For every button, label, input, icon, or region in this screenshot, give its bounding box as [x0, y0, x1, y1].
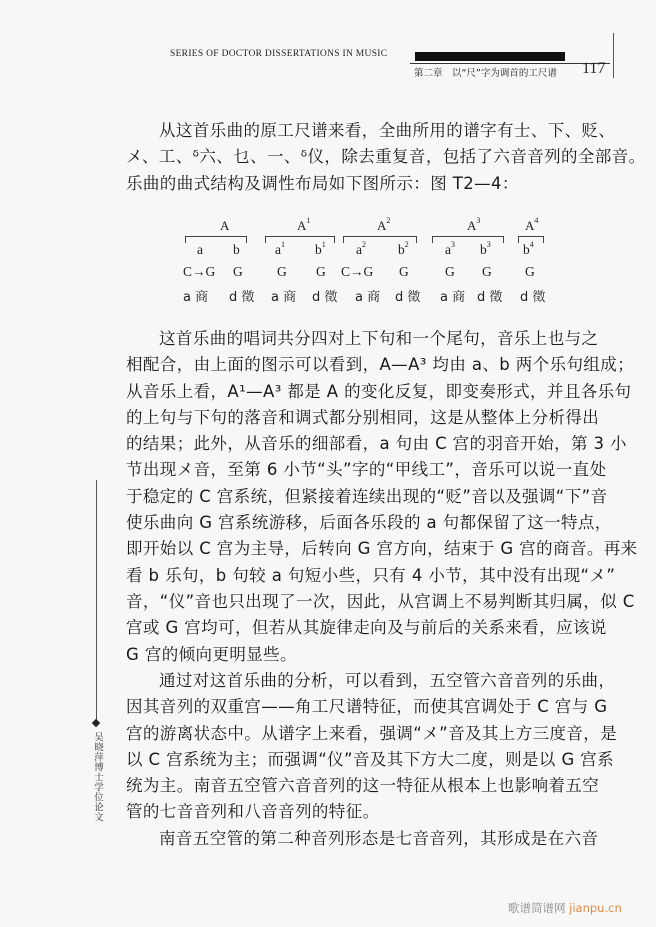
phrase-label: $a^1$ [275, 240, 285, 257]
paragraph-1 [126, 118, 646, 197]
section-label: $A^2$ [377, 216, 391, 233]
phrase-label: $a^2$ [356, 240, 366, 257]
paragraph-4 [126, 826, 638, 852]
header-rule [410, 63, 610, 64]
text-line: 管的七音音列和八音音列的特征。 [126, 802, 380, 822]
text-line: 相配合，由上面的图示可以看到，A—A³ 均由 a、b 两个乐句组成； [126, 355, 635, 375]
series-title: SERIES OF DOCTOR DISSERTATIONS IN MUSIC [170, 49, 388, 59]
text-line: 看 b 乐句，b 句较 a 句短小些，只有 4 小节，其中没有出现“メ” [126, 565, 616, 585]
text-line: 即开始以 C 宫为主导，后转向 G 宫方向，结束于 G 宫的商音。再来 [126, 539, 638, 559]
margin-vertical-rule [96, 480, 97, 720]
text-line: 因其音列的双重宫——角工尺谱特征，而使其宫调处于 C 宫与 G [126, 697, 608, 717]
chapter-title: 第二章 以“尺”字为调首的工尺谱 [414, 68, 557, 79]
section-label: $A^4$ [525, 216, 539, 233]
text-line: 统为主。南音五空管六音音列的这一特征从根本上也影响着五空 [126, 776, 600, 796]
text-line: G 宫的倾向更明显些。 [126, 644, 297, 664]
section-label: $A^1$ [297, 216, 311, 233]
diamond-icon [92, 719, 100, 727]
cadence-label: d 徵 [520, 290, 546, 305]
text-line: 从这首乐曲的原工尺谱来看，全曲所用的谱字有士、下、贬、 [159, 121, 616, 140]
key-label: C→G [183, 264, 216, 279]
paragraph-3 [126, 668, 638, 826]
phrase-label: $b^2$ [398, 240, 409, 257]
key-label: G [482, 264, 492, 279]
key-label: G [277, 264, 287, 279]
key-label: C→G [341, 264, 374, 279]
text-line: 宫或 G 宫均可，但若从其旋律走向及与前后的关系来看，应该说 [126, 618, 607, 638]
cadence-label: a 商 [440, 290, 466, 305]
cadence-label: d 徵 [477, 290, 503, 305]
text-line: 以 C 宫系统为主；而强调“仪”音及其下方大二度，则是以 G 宫系 [126, 749, 615, 769]
text-line: 宫的游离状态中。从谱字上来看，强调“メ”音及其上方三度音，是 [126, 723, 618, 743]
text-line: 的上句与下句的落音和调式都分别相同，这是从整体上分析得出 [126, 407, 600, 427]
section-label: A [220, 218, 230, 233]
watermark-url: jianpu.cn [569, 901, 622, 915]
section-label: $A^3$ [467, 216, 481, 233]
text-line: 乐曲的曲式结构及调性布局如下图所示：图 T2—4： [126, 173, 519, 193]
key-label: G [525, 264, 535, 279]
key-label: G [316, 264, 326, 279]
cadence-label: d 徵 [395, 290, 421, 305]
header-vertical-rule [613, 33, 614, 78]
cadence-label: a 商 [183, 290, 209, 305]
cadence-label: d 徵 [312, 290, 338, 305]
key-label: G [445, 264, 455, 279]
text-line: 于稳定的 C 宫系统，但紧接着连续出现的“贬”音以及强调“下”音 [126, 486, 608, 506]
cadence-label: d 徵 [229, 290, 255, 305]
phrase-label: $b^4$ [523, 240, 534, 257]
header-redaction-bar [415, 52, 565, 61]
watermark [508, 900, 622, 916]
watermark-site-name: 歌谱简谱网 [508, 901, 566, 915]
text-line: 音，“仪”音也只出现了一次，因此，从宫调上不易判断其归属，似 C [126, 591, 635, 611]
text-line: 这首乐曲的唱词共分四对上下句和一个尾句，音乐上也与之 [159, 329, 599, 348]
margin-author-label: 吴晓萍博士学位论文 [92, 732, 103, 822]
text-line: 南音五空管的第二种音列形态是七音音列，其形成是在六音 [159, 829, 599, 848]
section-bracket [432, 236, 504, 243]
text-line: メ、工、ᵟ六、乜、一、ᵟ仪，除去重复音，包括了六音音列的全部音。 [126, 147, 646, 167]
text-line: 节出现メ音，至第 6 小节“头”字的“甲线工”，音乐可以说一直处 [126, 460, 607, 480]
cadence-label: a 商 [355, 290, 381, 305]
text-line: 通过对这首乐曲的分析，可以看到，五空管六音音列的乐曲， [159, 671, 616, 690]
phrase-label: a [197, 242, 203, 257]
page-number: 117 [582, 60, 606, 77]
text-line: 从音乐上看，A¹—A³ 都是 A 的变化反复，即变奏形式，并且各乐句 [126, 381, 632, 401]
key-label: G [233, 264, 243, 279]
form-diagram [175, 218, 575, 308]
phrase-label: $b^3$ [480, 240, 491, 257]
paragraph-2 [126, 326, 638, 668]
text-line: 的结果；此外，从音乐的细部看，a 句由 C 宫的羽音开始，第 3 小 [126, 434, 627, 454]
phrase-label: b [233, 242, 240, 257]
key-label: G [399, 264, 409, 279]
phrase-label: $b^1$ [315, 240, 326, 257]
text-line: 使乐曲向 G 宫系统游移，后面各乐段的 a 句都保留了这一特点， [126, 513, 612, 533]
cadence-label: a 商 [271, 290, 297, 305]
phrase-label: $a^3$ [445, 240, 455, 257]
